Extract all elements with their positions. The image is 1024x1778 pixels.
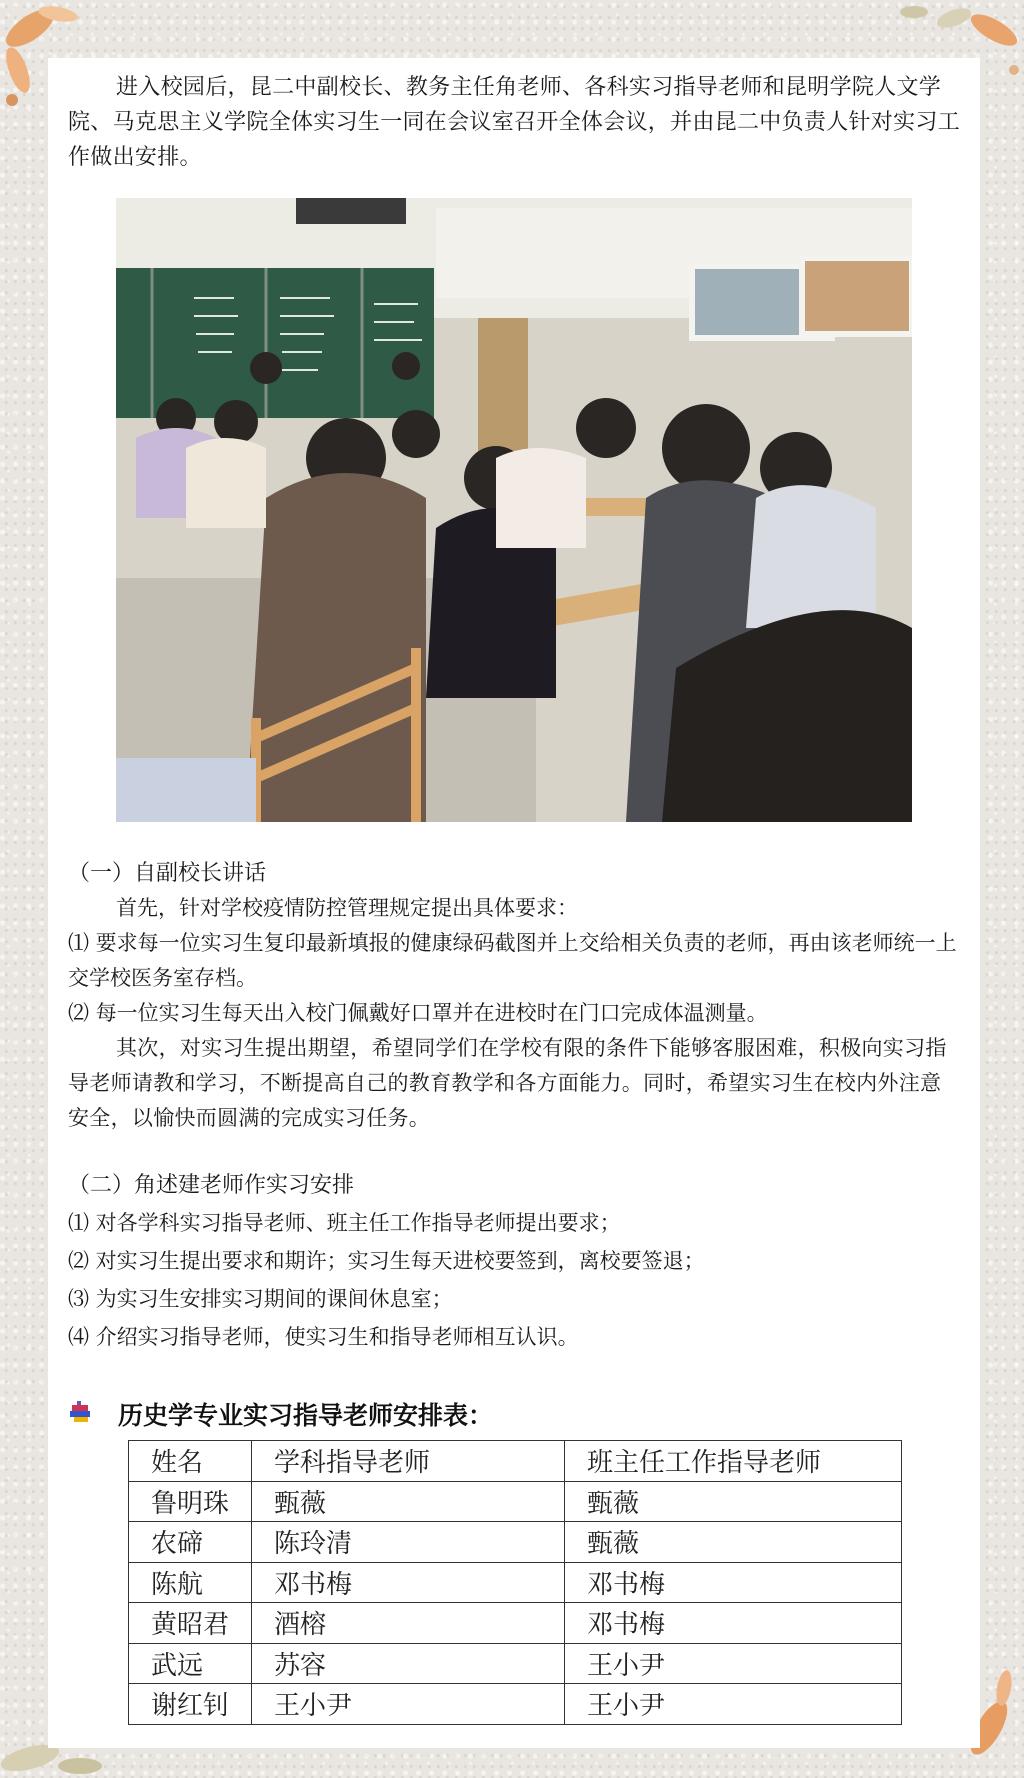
advisor-table bbox=[128, 1440, 902, 1725]
section1-closing: 其次，对实习生提出期望，希望同学们在学校有限的条件下能够客服困难，积极向实习指导老师请教和学习，不断提高自己的教育教学和各方面能力。同时，希望实习生在校内外注意安全，以愉快而圆满的完成实习任务。 bbox=[68, 1036, 947, 1130]
section2-item-4: ⑷ 介绍实习指导老师，使实习生和指导老师相互认识。 bbox=[68, 1325, 579, 1349]
table-title: 历史学专业实习指导老师安排表： bbox=[118, 1401, 494, 1430]
homeroom-advisor: 甄薇 bbox=[565, 1522, 902, 1563]
section2-item-2: ⑵ 对实习生提出要求和期许；实习生每天进校要签到，离校要签退； bbox=[68, 1249, 705, 1273]
books-bullet-icon bbox=[68, 1401, 92, 1423]
table-row bbox=[129, 1481, 902, 1522]
student-name: 农碲 bbox=[129, 1522, 252, 1563]
homeroom-advisor: 王小尹 bbox=[565, 1684, 902, 1725]
section1-heading: （一）自副校长讲话 bbox=[68, 861, 267, 886]
classroom-meeting-photo bbox=[116, 198, 912, 822]
student-name: 陈航 bbox=[129, 1562, 252, 1603]
subject-advisor: 甄薇 bbox=[252, 1481, 565, 1522]
section2-heading: （二）角述建老师作实习安排 bbox=[68, 1173, 355, 1198]
intro-paragraph: 进入校园后，昆二中副校长、教务主任角老师、各科实习指导老师和昆明学院人文学院、马克思主义学院全体实习生一同在会议室召开全体会议，并由昆二中负责人针对实习工作做出安排。 bbox=[68, 75, 961, 170]
table-row bbox=[129, 1522, 902, 1563]
header-subject-advisor: 学科指导老师 bbox=[252, 1441, 565, 1482]
student-name: 武远 bbox=[129, 1643, 252, 1684]
homeroom-advisor: 邓书梅 bbox=[565, 1562, 902, 1603]
section1-item-2: ⑵ 每一位实习生每天出入校门佩戴好口罩并在进校时在门口完成体温测量。 bbox=[68, 1001, 768, 1025]
homeroom-advisor: 王小尹 bbox=[565, 1643, 902, 1684]
content-paper bbox=[48, 58, 980, 1748]
student-name: 鲁明珠 bbox=[129, 1481, 252, 1522]
table-row bbox=[129, 1684, 902, 1725]
homeroom-advisor: 邓书梅 bbox=[565, 1603, 902, 1644]
section1-lead: 首先，针对学校疫情防控管理规定提出具体要求： bbox=[116, 896, 578, 920]
header-homeroom-advisor: 班主任工作指导老师 bbox=[565, 1441, 902, 1482]
student-name: 黄昭君 bbox=[129, 1603, 252, 1644]
table-row bbox=[129, 1603, 902, 1644]
table-header-row bbox=[129, 1441, 902, 1482]
section2-item-1: ⑴ 对各学科实习指导老师、班主任工作指导老师提出要求； bbox=[68, 1211, 621, 1235]
homeroom-advisor: 甄薇 bbox=[565, 1481, 902, 1522]
header-name: 姓名 bbox=[129, 1441, 252, 1482]
subject-advisor: 酒榕 bbox=[252, 1603, 565, 1644]
section1-item-1: ⑴ 要求每一位实习生复印最新填报的健康绿码截图并上交给相关负责的老师，再由该老师统一上交学校医务室存档。 bbox=[68, 931, 957, 990]
table-row bbox=[129, 1643, 902, 1684]
subject-advisor: 邓书梅 bbox=[252, 1562, 565, 1603]
table-row bbox=[129, 1562, 902, 1603]
subject-advisor: 苏容 bbox=[252, 1643, 565, 1684]
subject-advisor: 陈玲清 bbox=[252, 1522, 565, 1563]
student-name: 谢红钊 bbox=[129, 1684, 252, 1725]
section2-item-3: ⑶ 为实习生安排实习期间的课间休息室； bbox=[68, 1287, 453, 1311]
subject-advisor: 王小尹 bbox=[252, 1684, 565, 1725]
